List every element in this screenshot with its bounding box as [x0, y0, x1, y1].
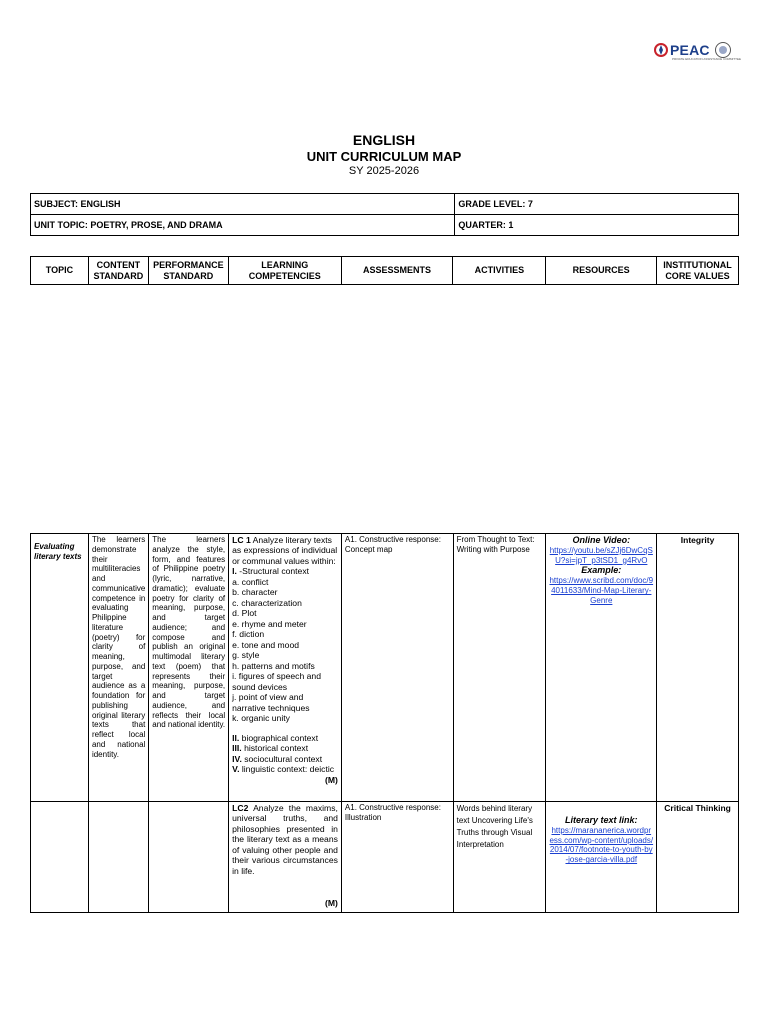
peac-flame-icon: [654, 43, 668, 57]
quarter-cell: QUARTER: 1: [455, 215, 739, 236]
assessment-cell: A1. Constructive response: Illustration: [341, 802, 453, 913]
content-standard-cell: The learners demonstrate their multiliteracies and communicative competence in evaluating Philippine literature (poetry) for clarity of meaning, purpose, and target audience as a foundation for publishing original literary texts that reflect local and national identity.: [88, 534, 148, 802]
lc-list-item-text: sociocultural context: [241, 753, 323, 764]
lc-list-item: [232, 743, 338, 753]
performance-standard-cell: The learners analyze the style, form, and features of Philippine poetry (lyric, narrative, dramatic); evaluate poetry for clarity of meaning, purpose, and target audience; and compose and publish an original multimodal literary text (poem) that represents their meaning, purpose, and target audience, and reflects their local and national identity.: [149, 534, 229, 802]
resource-label-video: Online Video:: [572, 535, 631, 545]
lc-list-item-text: f. diction: [232, 629, 265, 640]
col-header-activities: ACTIVITIES: [453, 257, 546, 285]
lc-list-item-text: g. style: [232, 650, 260, 661]
lc-list-item-num: I.: [232, 566, 237, 577]
lc-list-item: [232, 608, 338, 618]
lc-list-item: [232, 650, 338, 660]
lc-list-item: [232, 692, 338, 713]
unit-info-table: [30, 193, 739, 236]
table-row: [31, 534, 739, 802]
lc-list-item-text: linguistic context: deictic: [239, 764, 335, 775]
lc-list-item: [232, 713, 338, 723]
lc2-text: [232, 803, 338, 876]
lc-list-item: [232, 598, 338, 608]
lc-list-item-text: -Structural context: [236, 566, 310, 577]
lc-list-item-text: e. tone and mood: [232, 639, 300, 650]
lc2-code: LC2: [232, 803, 249, 813]
logo-tagline: PRIVATE EDUCATION ASSISTANCE COMMITTEE: [672, 57, 741, 61]
subject-cell: SUBJECT: ENGLISH: [31, 194, 455, 215]
document-subtitle: UNIT CURRICULUM MAP: [306, 149, 462, 164]
lc-list-item-text: h. patterns and motifs: [232, 660, 315, 671]
col-header-learning-competencies: LEARNING COMPETENCIES: [228, 257, 341, 285]
table-row: [31, 802, 739, 913]
resources-cell: [546, 534, 657, 802]
content-standard-cell-empty: [88, 802, 148, 913]
resource-link-example[interactable]: https://www.scribd.com/doc/94011633/Mind-Map-Literary-Genre: [549, 576, 654, 605]
lc-list-item-text: historical context: [241, 743, 309, 754]
grade-level-cell: GRADE LEVEL: 7: [455, 194, 739, 215]
lc-intro: [232, 535, 338, 566]
peac-logo: [654, 42, 741, 61]
activity-cell: Words behind literary text Uncovering Life's Truths through Visual Interpretation: [453, 802, 546, 913]
lc-list-item-text: a. conflict: [232, 576, 269, 587]
core-value-cell: Integrity: [657, 534, 739, 802]
topic-cell-empty: [31, 802, 89, 913]
learning-competency-cell: [229, 534, 342, 802]
resource-link-video[interactable]: https://youtu.be/sZJj6DwCqSU?si=jpT_p3tSD1_g4RvO: [549, 545, 653, 565]
lc-list-item-text: j. point of view and narrative techniques: [232, 692, 310, 713]
lc-list-item-num: III.: [232, 743, 242, 754]
curriculum-body-table: [30, 533, 739, 913]
lc-list-item-text: i. figures of speech and sound devices: [232, 671, 321, 692]
unit-topic-cell: UNIT TOPIC: POETRY, PROSE, AND DRAMA: [31, 215, 455, 236]
lc-list-item: [232, 587, 338, 597]
col-header-content-standard: CONTENT STANDARD: [88, 257, 148, 285]
lc-list-item-text: d. Plot: [232, 608, 257, 619]
lc-list-item-text: biographical context: [239, 732, 319, 743]
lc-list-item: [232, 577, 338, 587]
document-title: ENGLISH: [352, 132, 416, 148]
col-header-core-values: INSTITUTIONAL CORE VALUES: [656, 257, 738, 285]
lc-list-item: [232, 661, 338, 671]
school-year: SY 2025-2026: [348, 165, 420, 177]
lc-list-item-num: IV.: [232, 753, 242, 764]
lc-list-structural: [232, 566, 338, 723]
col-header-resources: RESOURCES: [546, 257, 657, 285]
curriculum-header-table: [30, 256, 739, 285]
lc-list-item: [232, 629, 338, 639]
deped-seal-icon: [715, 42, 731, 58]
activity-cell: From Thought to Text: Writing with Purpose: [453, 534, 546, 802]
lc-code: LC 1: [232, 535, 251, 545]
lc-list-item-text: e. rhyme and meter: [232, 618, 307, 629]
resource-label-text: Literary text link:: [565, 815, 638, 825]
lc-list-item-text: b. character: [232, 587, 278, 598]
lc-list-contexts: [232, 733, 338, 775]
lc-list-item-num: II.: [232, 732, 240, 743]
col-header-assessments: ASSESSMENTS: [341, 257, 453, 285]
core-value-cell: Critical Thinking: [657, 802, 739, 913]
lc-list-item: [232, 754, 338, 764]
lc2-mark: (M): [325, 898, 338, 909]
lc-list-item: [232, 764, 338, 774]
logo-text: PEAC: [670, 42, 710, 58]
lc-intro-text: Analyze literary texts as expressions of individual or communal values within:: [232, 535, 338, 566]
lc-list-item-num: V.: [232, 764, 240, 775]
performance-standard-cell-empty: [149, 802, 229, 913]
col-header-topic: TOPIC: [31, 257, 89, 285]
lc-list-item: [232, 619, 338, 629]
resources-cell: [546, 802, 657, 913]
lc-list-item: [232, 640, 338, 650]
lc-list-item: [232, 733, 338, 743]
lc-list-item-text: k. organic unity: [232, 713, 290, 724]
resource-label-example: Example:: [581, 565, 622, 576]
resource-link-text[interactable]: https://marananerica.wordpress.com/wp-content/uploads/2014/07/footnote-to-youth-by-jose-garcia-villa.pdf: [549, 825, 654, 865]
col-header-performance-standard: PERFORMANCE STANDARD: [148, 257, 228, 285]
topic-cell: Evaluating literary texts: [31, 534, 89, 802]
lc2-body: Analyze the maxims, universal truths, and philosophies presented in the literary text as a means of valuing other people and their various circumstances in life.: [232, 803, 338, 876]
lc-mark: (M): [325, 774, 338, 785]
lc-list-item-text: c. characterization: [232, 597, 302, 608]
lc-list-item: [232, 566, 338, 576]
learning-competency-cell: [229, 802, 342, 913]
lc-list-item: [232, 671, 338, 692]
assessment-cell: A1. Constructive response: Concept map: [341, 534, 453, 802]
